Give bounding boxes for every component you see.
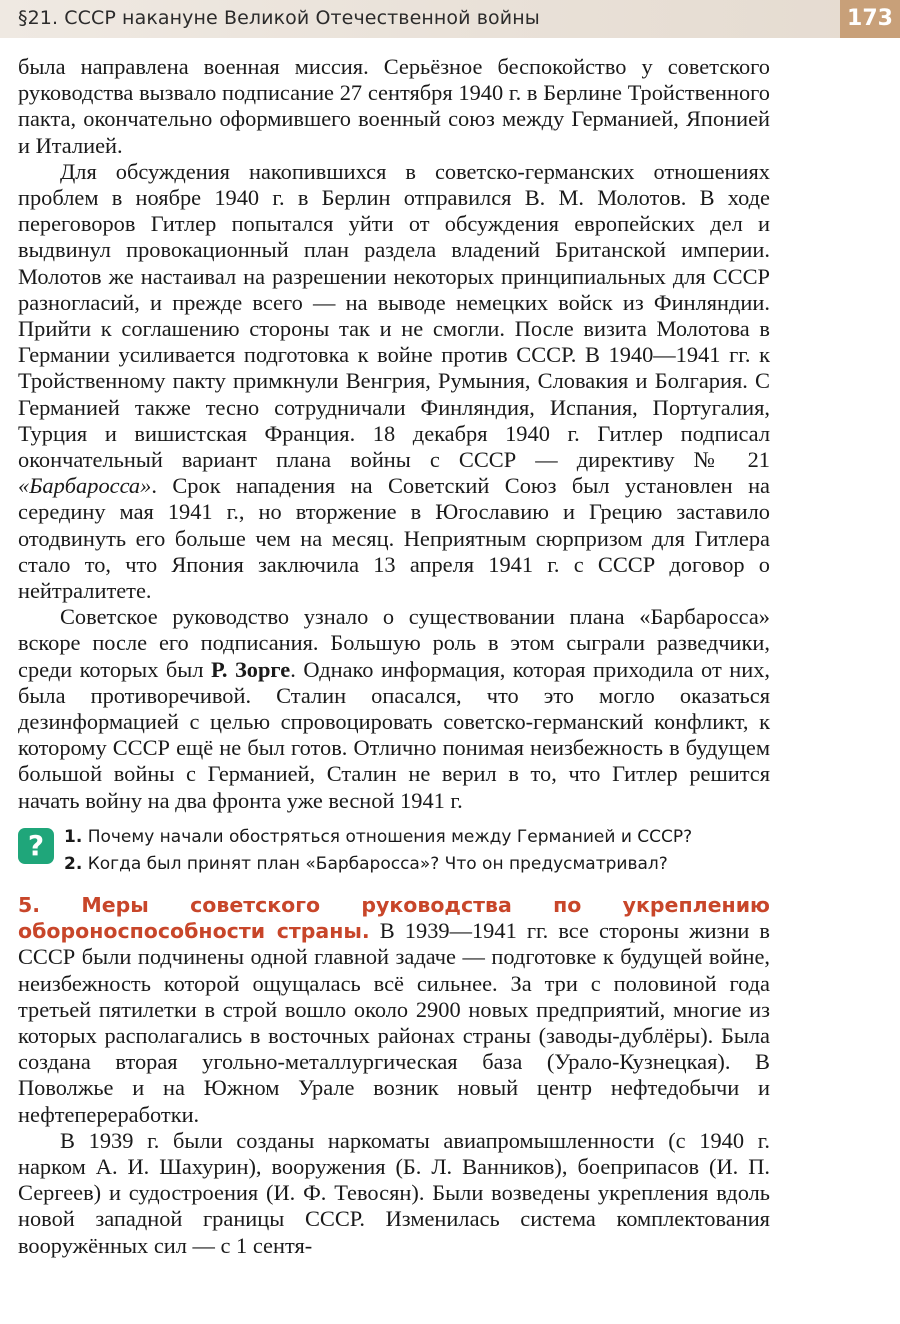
question-number: 2. (64, 853, 83, 874)
question-1 (64, 824, 770, 851)
question-text: Когда был принят план «Барбаросса»? Что он предусматривал? (87, 853, 668, 874)
barbarossa-term: «Барбаросса» (18, 473, 152, 499)
question-icon: ? (18, 828, 54, 864)
paragraph-3-text-a: Советское руководство узнало о существовании плана «Барбаросса» вскоре после его подписания. Большую роль в этом сыграли разведчики, среди которых был (18, 604, 770, 682)
section-5-paragraph (18, 892, 770, 1128)
review-questions (18, 824, 770, 878)
page-body (18, 54, 770, 1259)
page-number: 173 (840, 0, 900, 38)
paragraph-3-text-b: . Однако информация, которая приходила от них, была противоречивой. Сталин опасался, что это могло оказаться дезинформацией с целью спровоцировать советско-германский конфликт, к которому СССР ещё не был готов. Отлично понимая неизбежность в будущем большой войны с Германией, Сталин не верил в то, что Гитлер решится начать войну на два фронта уже весной 1941 г. (18, 656, 770, 813)
paragraph-1: была направлена военная миссия. Серьёзное беспокойство у советского руководства вызвало подписание 27 сентября 1940 г. в Берлине Тройственного пакта, окончательно оформившего военный союз между Германией, Японией и Италией. (18, 54, 770, 158)
sorge-name: Р. Зорге (211, 656, 291, 682)
page-header (0, 0, 900, 38)
section-5-heading: 5. Меры советского руководства по укреплению обороноспособности страны. (18, 892, 770, 944)
question-text: Почему начали обостряться отношения между Германией и СССР? (87, 826, 693, 847)
question-2 (64, 851, 770, 878)
paragraph-2 (18, 159, 770, 604)
question-number: 1. (64, 826, 83, 847)
chapter-title: §21. СССР накануне Великой Отечественной войны (18, 7, 540, 29)
paragraph-2-text-b: . Срок нападения на Советский Союз был установлен на середину мая 1941 г., но вторжение в Югославию и Грецию заставило отодвинуть его больше чем на месяц. Неприятным сюрпризом для Гитлера стало то, что Япония заключила 13 апреля 1941 г. с СССР договор о нейтралитете. (18, 473, 770, 604)
paragraph-5: В 1939 г. были созданы наркоматы авиапромышленности (с 1940 г. нарком А. И. Шахурин), вооружения (Б. Л. Ванников), боеприпасов (И. П. Сергеев) и судостроения (И. Ф. Тевосян). Были возведены укрепления вдоль новой западной границы СССР. Изменилась система комплектования вооружённых сил — с 1 сентя- (18, 1127, 770, 1258)
paragraph-3 (18, 604, 770, 814)
paragraph-2-text-a: Для обсуждения накопившихся в советско-германских отношениях проблем в ноябре 1940 г. в Берлин отправился В. М. Молотов. В ходе переговоров Гитлер попытался уйти от обсуждения европейских дел и выдвинул провокационный план раздела владений Британской империи. Молотов же настаивал на разрешении некоторых принципиальных для СССР разногласий, и прежде всего — на выводе немецких войск из Финляндии. Прийти к соглашению стороны так и не смогли. После визита Молотова в Германии усиливается подготовка к войне против СССР. В 1940—1941 гг. к Тройственному пакту примкнули Венгрия, Румыния, Словакия и Болгария. С Германией также тесно сотрудничали Финляндия, Испания, Португалия, Турция и вишистская Франция. 18 декабря 1940 г. Гитлер подписал окончательный вариант плана войны с СССР — директиву № 21 (18, 158, 770, 473)
section-5-text: В 1939—1941 гг. все стороны жизни в СССР были подчинены одной главной задаче — подготовке к будущей войне, неизбежность которой ощущалась всё сильнее. За три с половиной года третьей пятилетки в строй вошло около 2900 новых предприятий, многие из которых располагались в восточных районах страны (заводы-дублёры). Была создана вторая угольно-металлургическая база (Урало-Кузнецкая). В Поволжье и на Южном Урале возник новый центр нефтедобычи и нефтепереработки. (18, 918, 771, 1127)
